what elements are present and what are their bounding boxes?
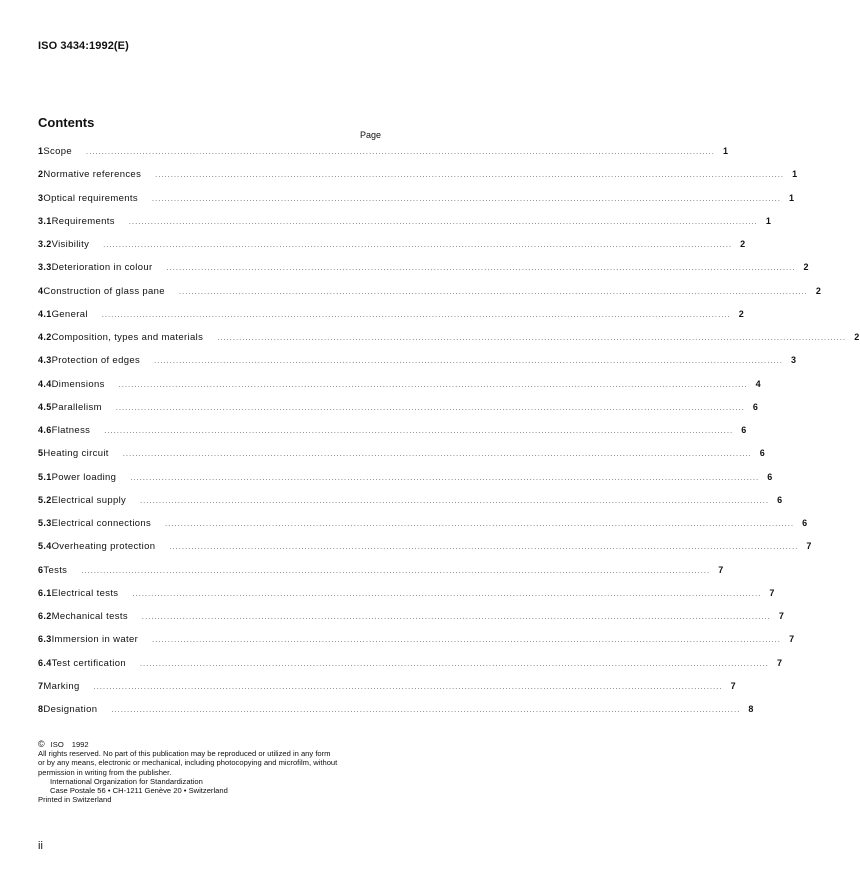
toc-entry: [38, 704, 754, 727]
toc-leader-dots: ........................................................................................................................................................................................................: [166, 265, 796, 273]
notice-line-2: or by any means, electronic or mechanical, including photocopying and microfilm, without: [38, 758, 338, 768]
toc-entry-label: Marking: [43, 680, 80, 692]
toc-entry-label: Heating circuit: [43, 448, 109, 460]
toc-entry-label: Optical requirements: [43, 192, 139, 204]
toc-leader-dots: ........................................................................................................................................................................................................: [178, 288, 808, 296]
org-address: Case Postale 56 • CH-1211 Genève 20 • Switzerland: [50, 786, 228, 796]
toc-entry-number: 4.5: [38, 401, 52, 412]
toc-entry-page: 1: [792, 169, 798, 180]
toc-entry: [38, 425, 747, 448]
toc-entry-number: 5: [38, 448, 44, 459]
toc-leader-dots: ........................................................................................................................................................................................................: [154, 358, 784, 366]
toc-leader-dots: ........................................................................................................................................................................................................: [132, 590, 762, 598]
table-of-contents: [38, 146, 860, 727]
toc-entry: [38, 541, 812, 564]
document-id: ISO 3434:1992(E): [38, 40, 129, 52]
notice-line-3: permission in writing from the publisher.: [38, 767, 172, 777]
toc-entry-number: 4.1: [38, 308, 52, 319]
toc-entry-page: 1: [723, 146, 729, 156]
toc-leader-dots: ........................................................................................................................................................................................................: [139, 660, 769, 668]
toc-entry-page: 2: [854, 332, 860, 342]
toc-entry: [38, 146, 729, 169]
toc-entry-label: Scope: [43, 146, 73, 157]
page-column-label: Page: [359, 130, 381, 140]
copyright-year: 1992: [71, 740, 89, 749]
toc-leader-dots: ........................................................................................................................................................................................................: [152, 195, 781, 203]
toc-entry-label: Composition, types and materials: [51, 332, 204, 343]
toc-entry-label: Normative references: [43, 169, 142, 181]
toc-entry-number: 5.4: [38, 541, 52, 552]
toc-entry: [38, 494, 783, 518]
toc-entry-page: 6: [777, 494, 783, 505]
toc-entry-number: 4.3: [38, 355, 52, 366]
toc-leader-dots: ........................................................................................................................................................................................................: [141, 614, 771, 621]
toc-entry: [38, 518, 808, 541]
copyright-owner: ISO: [50, 740, 64, 749]
toc-leader-dots: ........................................................................................................................................................................................................: [111, 707, 741, 714]
toc-entry-label: Immersion in water: [51, 634, 139, 646]
toc-entry: [38, 657, 783, 681]
toc-entry: [38, 587, 775, 611]
toc-entry-label: General: [51, 308, 88, 320]
toc-entry: [38, 611, 785, 634]
copyright-block: [38, 740, 383, 804]
toc-entry-label: Parallelism: [51, 401, 102, 413]
toc-entry-label: Requirements: [51, 215, 115, 227]
toc-entry-label: Overheating protection: [51, 541, 156, 553]
printed-in: Printed in Switzerland: [38, 795, 112, 805]
toc-leader-dots: ........................................................................................................................................................................................................: [93, 683, 723, 691]
toc-entry-page: 6: [759, 448, 766, 459]
toc-leader-dots: ........................................................................................................................................................................................................: [128, 218, 758, 226]
notice-line-1: All rights reserved. No part of this publication may be reproduced or utilized in any form: [38, 749, 331, 759]
toc-entry-label: Protection of edges: [51, 355, 141, 367]
toc-entry: [38, 308, 745, 332]
toc-entry-number: 4.6: [38, 425, 52, 435]
toc-entry-number: 6.1: [38, 587, 52, 598]
toc-entry-label: Power loading: [51, 471, 117, 483]
toc-entry: [38, 680, 736, 704]
toc-entry-number: 4: [38, 285, 44, 296]
toc-leader-dots: ........................................................................................................................................................................................................: [169, 544, 799, 552]
toc-entry: [38, 215, 772, 239]
toc-entry: [38, 239, 746, 262]
toc-entry-label: Tests: [43, 564, 68, 576]
page-number: ii: [38, 840, 43, 852]
toc-entry-page: 6: [741, 425, 747, 435]
toc-entry: [38, 564, 724, 588]
toc-entry-number: 8: [38, 704, 44, 714]
toc-entry-number: 2: [38, 169, 44, 180]
toc-entry-number: 6: [38, 564, 44, 575]
toc-entry: [38, 471, 773, 495]
toc-entry-label: Test certification: [51, 657, 126, 669]
toc-leader-dots: ........................................................................................................................................................................................................: [118, 381, 748, 389]
toc-leader-dots: ........................................................................................................................................................................................................: [104, 428, 734, 435]
copyright-line: [38, 740, 383, 749]
toc-entry-page: 7: [778, 611, 785, 621]
toc-leader-dots: ........................................................................................................................................................................................................: [86, 149, 716, 156]
toc-entry: [38, 401, 759, 425]
toc-entry-label: Flatness: [51, 425, 91, 436]
toc-entry-label: Dimensions: [51, 378, 105, 390]
toc-entry-page: 1: [788, 192, 795, 203]
toc-entry-label: Deterioration in colour: [51, 262, 153, 274]
toc-entry: [38, 192, 795, 216]
toc-entry-page: 2: [740, 239, 746, 249]
toc-entry-label: Electrical supply: [51, 494, 127, 506]
toc-leader-dots: ........................................................................................................................................................................................................: [101, 311, 731, 319]
toc-leader-dots: ........................................................................................................................................................................................................: [165, 521, 795, 528]
toc-entry-label: Mechanical tests: [51, 611, 128, 622]
toc-entry-page: 2: [815, 285, 822, 296]
toc-entry-page: 7: [789, 634, 795, 645]
toc-entry: [38, 169, 798, 192]
toc-entry-page: 4: [755, 378, 762, 389]
toc-entry: [38, 634, 795, 657]
toc-entry-number: 7: [38, 680, 44, 691]
toc-entry-number: 3.2: [38, 239, 52, 249]
toc-leader-dots: ........................................................................................................................................................................................................: [103, 242, 733, 249]
toc-leader-dots: ........................................................................................................................................................................................................: [122, 451, 752, 459]
toc-leader-dots: ........................................................................................................................................................................................................: [115, 404, 745, 412]
toc-entry-page: 7: [718, 564, 724, 575]
toc-leader-dots: ........................................................................................................................................................................................................: [217, 335, 847, 342]
toc-entry-page: 7: [730, 680, 736, 691]
toc-leader-dots: ........................................................................................................................................................................................................: [152, 637, 782, 645]
copyright-symbol: ©: [38, 739, 45, 749]
toc-leader-dots: ........................................................................................................................................................................................................: [81, 567, 711, 575]
toc-entry-page: 2: [803, 262, 809, 273]
toc-entry: [38, 285, 822, 309]
toc-entry: [38, 378, 762, 402]
toc-entry-page: 6: [752, 401, 759, 412]
toc-entry-number: 5.2: [38, 494, 52, 505]
toc-entry-page: 6: [802, 518, 808, 528]
toc-leader-dots: ........................................................................................................................................................................................................: [130, 474, 760, 482]
toc-entry: [38, 262, 809, 285]
toc-entry-number: 4.4: [38, 378, 52, 389]
toc-entry-label: Visibility: [51, 239, 90, 250]
toc-entry: [38, 448, 766, 471]
toc-entry-page: 6: [767, 471, 773, 482]
org-name: International Organization for Standardization: [50, 776, 203, 786]
toc-entry-label: Electrical tests: [51, 587, 119, 599]
toc-entry-number: 5.3: [38, 518, 52, 528]
toc-entry-page: 3: [791, 355, 797, 366]
contents-title: Contents: [38, 115, 95, 130]
toc-entry-number: 6.2: [38, 611, 52, 621]
toc-entry-number: 3: [38, 192, 44, 203]
toc-entry-page: 7: [769, 587, 775, 598]
toc-entry-page: 2: [738, 308, 745, 319]
toc-entry-label: Electrical connections: [51, 518, 152, 529]
toc-entry-number: 3.3: [38, 262, 52, 273]
toc-leader-dots: ........................................................................................................................................................................................................: [155, 172, 785, 180]
toc-leader-dots: ........................................................................................................................................................................................................: [140, 497, 770, 505]
toc-entry: [38, 355, 797, 378]
toc-entry-page: 7: [806, 541, 812, 552]
toc-entry-number: 6.3: [38, 634, 52, 645]
toc-entry-number: 1: [38, 146, 44, 156]
toc-entry: [38, 332, 860, 355]
toc-entry-page: 1: [765, 215, 772, 226]
toc-entry-label: Designation: [43, 704, 98, 715]
toc-entry-number: 3.1: [38, 215, 52, 226]
toc-entry-number: 4.2: [38, 332, 52, 342]
toc-entry-number: 5.1: [38, 471, 52, 482]
toc-entry-number: 6.4: [38, 657, 52, 668]
toc-entry-page: 8: [748, 704, 754, 714]
toc-entry-page: 7: [776, 657, 783, 668]
toc-entry-label: Construction of glass pane: [43, 285, 165, 297]
